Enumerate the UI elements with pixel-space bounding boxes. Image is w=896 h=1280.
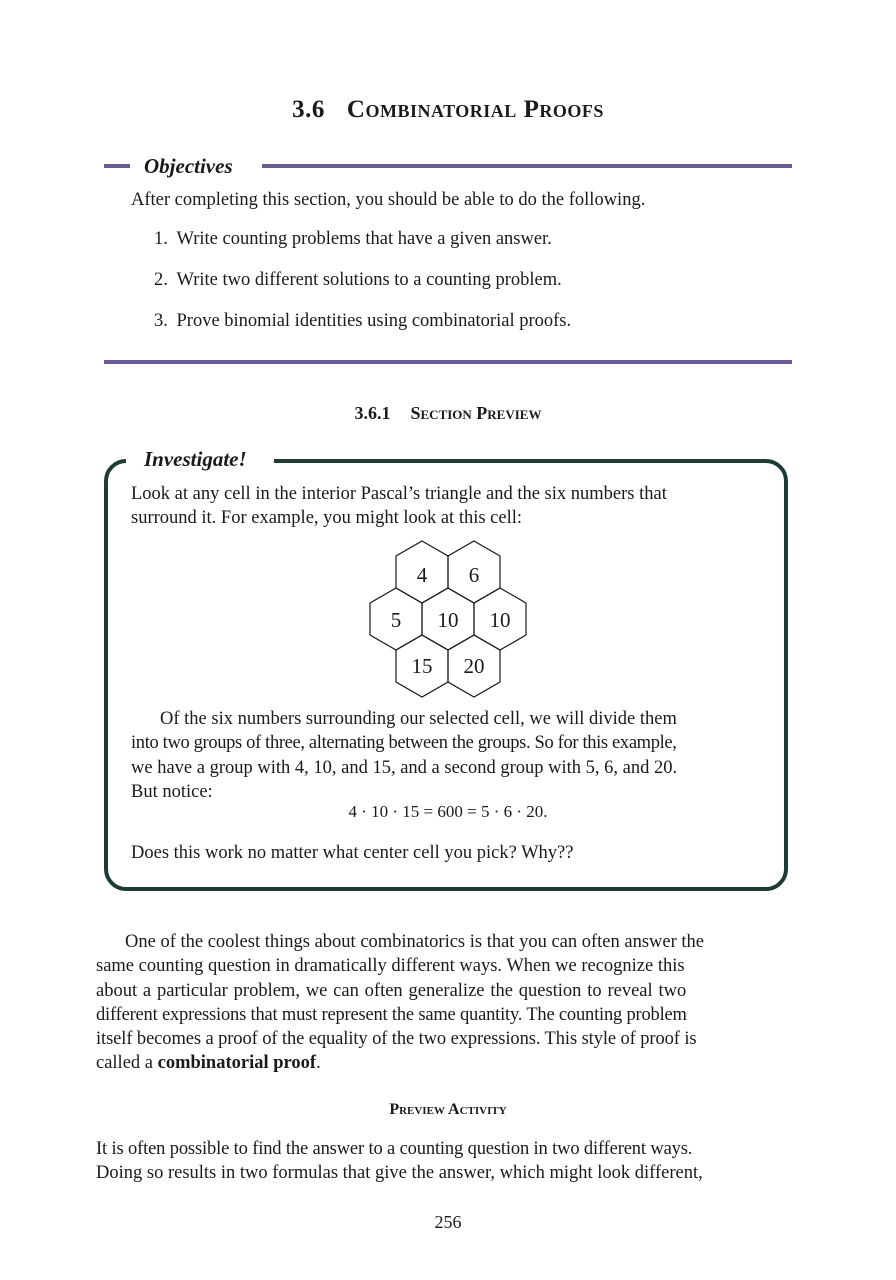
investigate-intro (131, 482, 767, 531)
main-paragraph (96, 930, 800, 1076)
objective-item-2 (154, 270, 562, 291)
objectives-rule-right (262, 164, 792, 168)
paragraph-line: we have a group with 4, 10, and 15, and a second group with 5, 6, and 20. (131, 757, 678, 778)
subsection-title-text: Section Preview (410, 403, 542, 423)
cell-value: 10 (489, 608, 511, 632)
paragraph-line: But notice: (131, 781, 213, 802)
objectives-heading: Objectives (144, 154, 233, 178)
paragraph-line: into two groups of three, alternating between the groups. So for this example, (131, 733, 677, 754)
paragraph-line: Doing so results in two formulas that give the answer, which might look different, (96, 1163, 703, 1184)
objective-text: Write counting problems that have a given answer. (176, 229, 552, 249)
objectives-intro: After completing this section, you should be able to do the following. (131, 190, 646, 210)
objective-item-1 (154, 229, 552, 250)
product-formula: 4 · 10 · 15 = 600 = 5 · 6 · 20. (348, 802, 548, 821)
investigate-question: Does this work no matter what center cell you pick? Why?? (131, 843, 574, 863)
objective-number: 2. (154, 270, 168, 290)
subsection-title (0, 403, 896, 424)
page-number: 256 (434, 1212, 462, 1232)
paragraph-line: about a particular problem, we can often generalize the question to reveal two (96, 980, 687, 1001)
cell-value: 5 (390, 608, 402, 632)
cell-value: 15 (411, 654, 433, 678)
paragraph-line: One of the coolest things about combinatorics is that you can often answer the (125, 932, 705, 952)
pascal-hexagon-diagram (360, 536, 540, 698)
preview-activity-text (96, 1137, 800, 1186)
cell-value: 6 (468, 563, 480, 587)
paragraph-line: Of the six numbers surrounding our selected cell, we will divide them (160, 709, 677, 729)
investigate-paragraph (131, 707, 767, 804)
cell-value: 20 (463, 654, 485, 678)
cell-value: 4 (416, 563, 428, 587)
objective-number: 3. (154, 311, 168, 331)
paragraph-last-line (96, 1051, 800, 1075)
investigate-intro-line: surround it. For example, you might look at this cell: (131, 508, 523, 529)
paragraph-line: itself becomes a proof of the equality of the two expressions. This style of proof is (96, 1029, 697, 1050)
subsection-number: 3.6.1 (354, 403, 391, 423)
investigate-heading: Investigate! (144, 447, 247, 471)
section-title (0, 96, 896, 124)
cell-value: 10 (437, 608, 459, 632)
objectives-rule-left (104, 164, 130, 168)
objective-text: Prove binomial identities using combinatorial proofs. (176, 311, 572, 331)
last-line-prefix: called a (96, 1053, 158, 1074)
objective-item-3 (154, 311, 571, 332)
investigate-intro-line: Look at any cell in the interior Pascal’s triangle and the six numbers that (131, 484, 667, 504)
paragraph-line: same counting question in dramatically different ways. When we recognize this (96, 956, 685, 977)
objective-text: Write two different solutions to a counting problem. (176, 270, 562, 290)
preview-activity-title: Preview Activity (389, 1101, 507, 1118)
section-title-text: Combinatorial Proofs (346, 96, 604, 123)
section-number: 3.6 (292, 96, 325, 123)
paragraph-line: different expressions that must represent the same quantity. The counting problem (96, 1004, 687, 1025)
last-line-suffix: . (316, 1053, 321, 1074)
paragraph-line: It is often possible to find the answer to a counting question in two different ways. (96, 1139, 693, 1159)
objective-number: 1. (154, 229, 168, 249)
objectives-rule-bottom (104, 360, 792, 364)
combinatorial-proof-term: combinatorial proof (157, 1053, 317, 1074)
